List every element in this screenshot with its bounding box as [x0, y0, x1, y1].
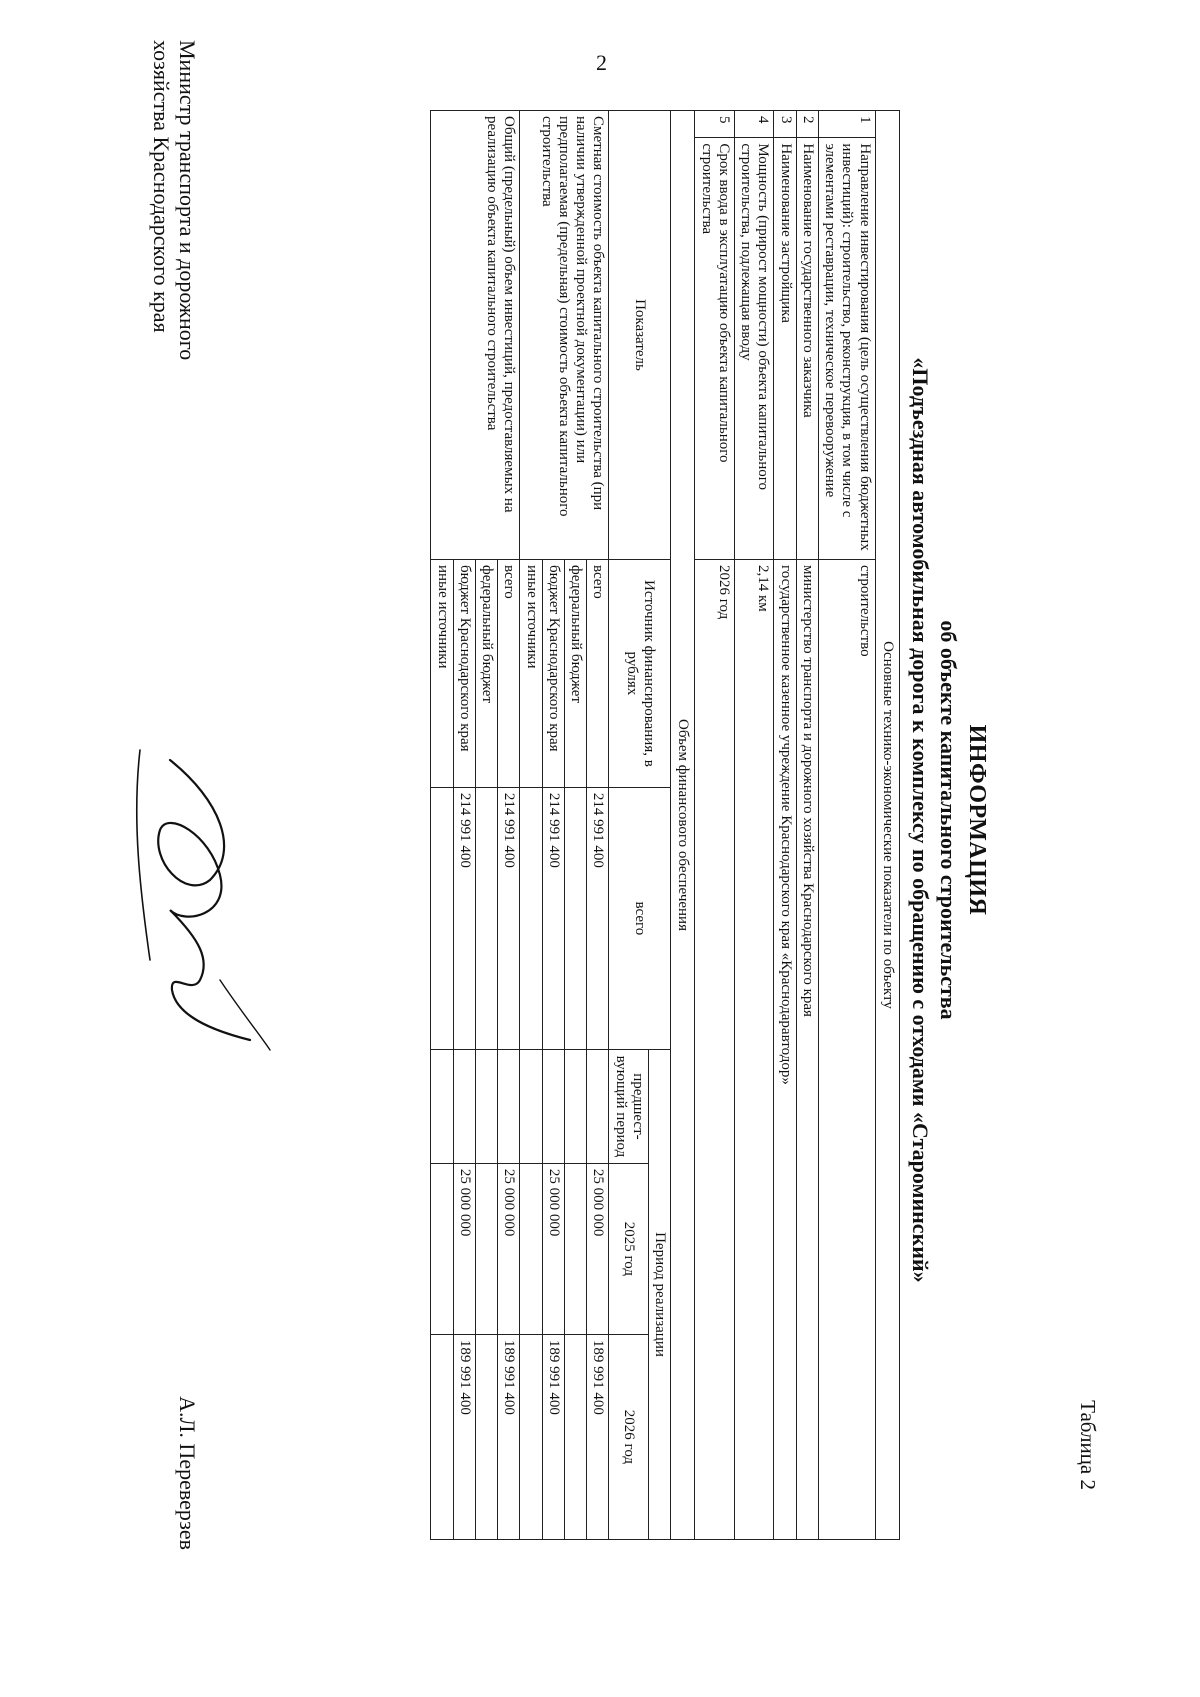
signer-title-line-1: Министр транспорта и дорожного	[175, 40, 200, 361]
fin-total	[520, 787, 542, 1049]
fin-2026: 189 991 400	[498, 1334, 520, 1539]
table-row	[774, 111, 796, 1540]
fin-indicator: Общий (предельный) объем инвестиций, предоставляемых на реализацию объекта капитального строительства	[431, 111, 520, 560]
fin-previous	[498, 1049, 520, 1163]
page-number: 2	[596, 50, 607, 75]
fin-2025	[431, 1163, 453, 1334]
fin-2025: 25 000 000	[498, 1163, 520, 1334]
fin-2025	[565, 1163, 587, 1334]
fin-2025	[476, 1163, 498, 1334]
fin-2026	[431, 1334, 453, 1539]
table-row	[587, 111, 609, 1540]
table-row	[796, 111, 818, 1540]
row-value: государственное казенное учреждение Краснодарского края «Краснодаравтодор»	[774, 559, 796, 1539]
fin-source: федеральный бюджет	[565, 559, 587, 787]
header-indicator: Показатель	[609, 111, 671, 560]
fin-total	[431, 787, 453, 1049]
fin-total: 214 991 400	[453, 787, 475, 1049]
row-number: 5	[695, 111, 735, 138]
fin-2026	[520, 1334, 542, 1539]
table-label: Таблица 2	[1076, 1400, 1100, 1490]
fin-2026: 189 991 400	[453, 1334, 475, 1539]
fin-previous	[565, 1049, 587, 1163]
header-source: Источник финансирования, в рублях	[609, 559, 671, 787]
fin-total: 214 991 400	[542, 787, 564, 1049]
header-previous-period: предшест-вующий период	[609, 1049, 649, 1163]
fin-source: всего	[498, 559, 520, 787]
row-number: 1	[819, 111, 876, 138]
fin-2026: 189 991 400	[587, 1334, 609, 1539]
handwritten-signature	[130, 740, 280, 1060]
title-line-2: об объекте капитального строительства	[936, 620, 961, 1020]
table-row	[498, 111, 520, 1540]
fin-total	[565, 787, 587, 1049]
row-number: 4	[735, 111, 775, 138]
fin-source: федеральный бюджет	[476, 559, 498, 787]
fin-previous	[520, 1049, 542, 1163]
fin-2026	[476, 1334, 498, 1539]
section-financing: Объем финансового обеспечения	[671, 111, 695, 1540]
fin-indicator: Сметная стоимость объекта капитального строительства (при наличии утвержденной проектной документации) или предполагаемая (предельная) стоимость объекта капитального строительства	[520, 111, 609, 560]
header-row	[649, 111, 671, 1540]
row-label: Направление инвестирования (цель осуществления бюджетных инвестиций): строительство, реконструкция, в том числе с элементами реставрации, техническое перевооружение	[819, 138, 876, 560]
row-label: Мощность (прирост мощности) объекта капитального строительства, подлежащая вводу	[735, 138, 775, 560]
fin-source: иные источники	[431, 559, 453, 787]
fin-2026	[565, 1334, 587, 1539]
fin-2026: 189 991 400	[542, 1334, 564, 1539]
header-2025: 2025 год	[609, 1163, 649, 1334]
fin-source: всего	[587, 559, 609, 787]
fin-total: 214 991 400	[498, 787, 520, 1049]
fin-2025	[520, 1163, 542, 1334]
row-number: 2	[796, 111, 818, 138]
fin-previous	[542, 1049, 564, 1163]
row-value: 2026 год	[695, 559, 735, 1539]
fin-previous	[453, 1049, 475, 1163]
fin-2025: 25 000 000	[542, 1163, 564, 1334]
table-row	[735, 111, 775, 1540]
fin-total: 214 991 400	[587, 787, 609, 1049]
header-total: всего	[609, 787, 671, 1049]
table-row	[819, 111, 876, 1540]
header-period: Период реализации	[649, 1049, 671, 1539]
row-label: Срок ввода в эксплуатацию объекта капитального строительства	[695, 138, 735, 560]
table-row	[695, 111, 735, 1540]
fin-source: иные источники	[520, 559, 542, 787]
fin-total	[476, 787, 498, 1049]
object-info-table	[431, 110, 901, 1540]
row-label: Наименование государственного заказчика	[796, 138, 818, 560]
signer-name: А.Л. Переверзев	[175, 1396, 200, 1550]
document-sheet	[120, 40, 1100, 1600]
signer-title-line-2: хозяйства Краснодарского края	[148, 40, 174, 333]
signer-title	[147, 40, 200, 360]
document-title	[907, 40, 990, 1600]
title-line-3: «Подъездная автомобильная дорога к комплексу по обращению с отходами «Староминский»	[908, 357, 933, 1283]
fin-source: бюджет Краснодарского края	[542, 559, 564, 787]
fin-2025: 25 000 000	[587, 1163, 609, 1334]
fin-source: бюджет Краснодарского края	[453, 559, 475, 787]
row-number: 3	[774, 111, 796, 138]
header-2026: 2026 год	[609, 1334, 649, 1539]
row-value: строительство	[819, 559, 876, 1539]
row-label: Наименование застройщика	[774, 138, 796, 560]
title-line-1: ИНФОРМАЦИЯ	[964, 724, 990, 916]
section-tech-indicators: Основные технико-экономические показатели по объекту	[875, 111, 899, 1540]
fin-previous	[476, 1049, 498, 1163]
row-value: министерство транспорта и дорожного хозяйства Краснодарского края	[796, 559, 818, 1539]
fin-previous	[587, 1049, 609, 1163]
row-value: 2,14 км	[735, 559, 775, 1539]
fin-2025: 25 000 000	[453, 1163, 475, 1334]
fin-previous	[431, 1049, 453, 1163]
